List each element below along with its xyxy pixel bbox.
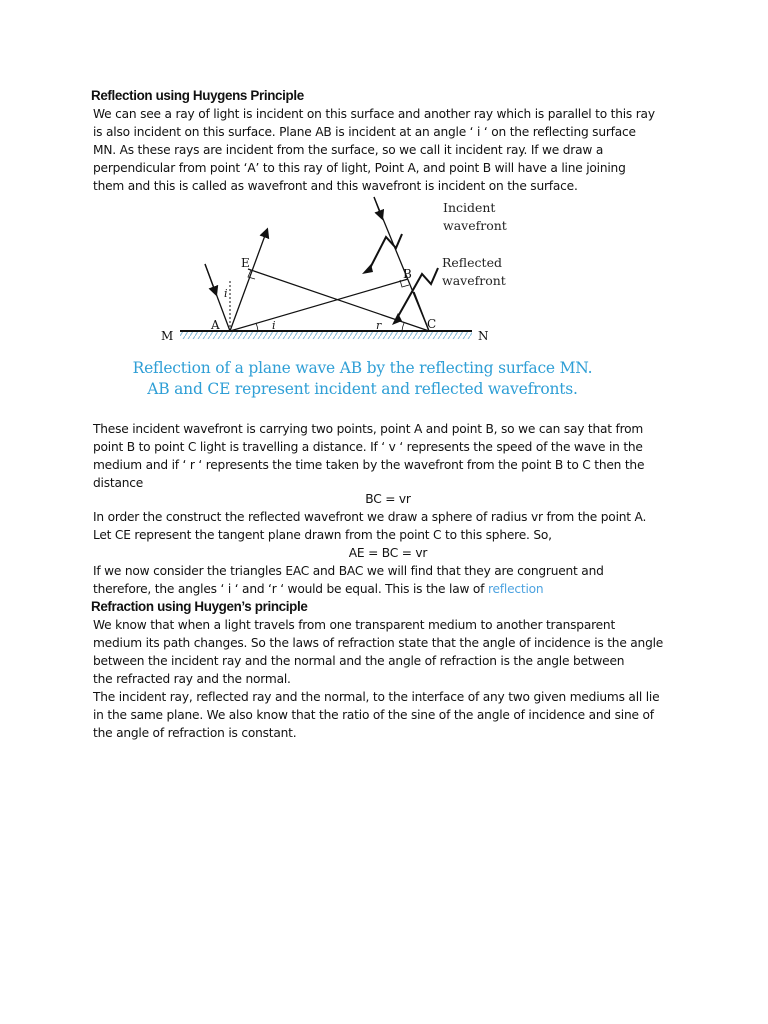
figure-caption-line2: AB and CE represent incident and reflected wavefronts. bbox=[147, 380, 578, 398]
equation-bc: BC = vr bbox=[365, 492, 411, 506]
text-line: distance bbox=[93, 476, 144, 490]
label-angle-i-normal: i bbox=[224, 287, 228, 300]
refraction-heading: Refraction using Huygen’s principle bbox=[91, 599, 308, 614]
reflection-paragraph-2 bbox=[93, 420, 683, 492]
text-line: is also incident on this surface. Plane AB is incident at an angle ‘ i ‘ on the reflecting surface bbox=[93, 125, 636, 139]
reflected-ray-a bbox=[230, 230, 267, 331]
text-line: perpendicular from point ‘A’ to this ray of light, Point A, and point B will have a line joining bbox=[93, 161, 626, 175]
text-line: These incident wavefront is carrying two points, point A and point B, so we can say that from bbox=[93, 422, 644, 436]
reflecting-surface-hatch bbox=[180, 331, 472, 339]
text-line: Let CE represent the tangent plane drawn from the point C to this sphere. So, bbox=[93, 528, 552, 542]
text-segment: therefore, the angles ‘ i ‘ and ‘r ‘ would be equal. This is the law of bbox=[93, 582, 488, 596]
angle-arc-i bbox=[256, 323, 258, 331]
label-incident: Incident bbox=[443, 200, 496, 215]
figure-caption-line1: Reflection of a plane wave AB by the reflecting surface MN. bbox=[132, 359, 593, 377]
incident-ray-a-arrow bbox=[205, 264, 216, 294]
reflection-diagram bbox=[150, 192, 530, 346]
label-incident-wavefront: wavefront bbox=[443, 218, 507, 233]
label-angle-r: r bbox=[376, 319, 382, 332]
text-line: We can see a ray of light is incident on this surface and another ray which is parallel to this ray bbox=[93, 107, 655, 121]
text-line: We know that when a light travels from one transparent medium to another transparent bbox=[93, 618, 616, 632]
text-line: the refracted ray and the normal. bbox=[93, 672, 291, 686]
label-reflected-wavefront: wavefront bbox=[442, 273, 506, 288]
text-line: MN. As these rays are incident from the surface, so we call it incident ray. If we draw a bbox=[93, 143, 604, 157]
incident-ray-c-arrow bbox=[374, 197, 382, 218]
label-reflected: Reflected bbox=[442, 255, 502, 270]
label-m: M bbox=[161, 329, 174, 343]
text-line: point B to point C light is travelling a distance. If ‘ v ‘ represents the speed of the wave in the bbox=[93, 440, 643, 454]
label-c: C bbox=[427, 317, 437, 331]
text-line: medium and if ‘ r ‘ represents the time taken by the wavefront from the point B to C then the bbox=[93, 458, 645, 472]
reflection-heading: Reflection using Huygens Principle bbox=[91, 88, 304, 103]
reflection-paragraph-4 bbox=[93, 562, 683, 598]
reflection-paragraph-3 bbox=[93, 508, 683, 544]
text-line bbox=[93, 580, 683, 598]
text-line: medium its path changes. So the laws of refraction state that the angle of incidence is the angle bbox=[93, 636, 664, 650]
pointer-arrowhead bbox=[362, 264, 373, 274]
text-line: the angle of refraction is constant. bbox=[93, 726, 297, 740]
reflection-link[interactable]: reflection bbox=[487, 582, 544, 596]
label-angle-i: i bbox=[272, 319, 276, 332]
angle-arc-r bbox=[402, 323, 404, 331]
reflection-intro bbox=[93, 105, 683, 195]
label-e: E bbox=[241, 256, 250, 270]
text-line: If we now consider the triangles EAC and BAC we will find that they are congruent and bbox=[93, 564, 604, 578]
label-n: N bbox=[478, 329, 489, 343]
text-line: In order the construct the reflected wavefront we draw a sphere of radius vr from the point A. bbox=[93, 510, 647, 524]
refraction-paragraph bbox=[93, 616, 683, 742]
equation-ae: AE = BC = vr bbox=[348, 546, 428, 560]
text-line: them and this is called as wavefront and this wavefront is incident on the surface. bbox=[93, 179, 578, 193]
incident-wavefront-ab bbox=[230, 279, 408, 331]
text-line: The incident ray, reflected ray and the normal, to the interface of any two given mediums all lie bbox=[93, 690, 660, 704]
label-a: A bbox=[211, 318, 220, 332]
text-line: in the same plane. We also know that the ratio of the sine of the angle of incidence and sine of bbox=[93, 708, 654, 722]
label-b: B bbox=[403, 267, 412, 281]
text-line: between the incident ray and the normal and the angle of refraction is the angle between bbox=[93, 654, 625, 668]
